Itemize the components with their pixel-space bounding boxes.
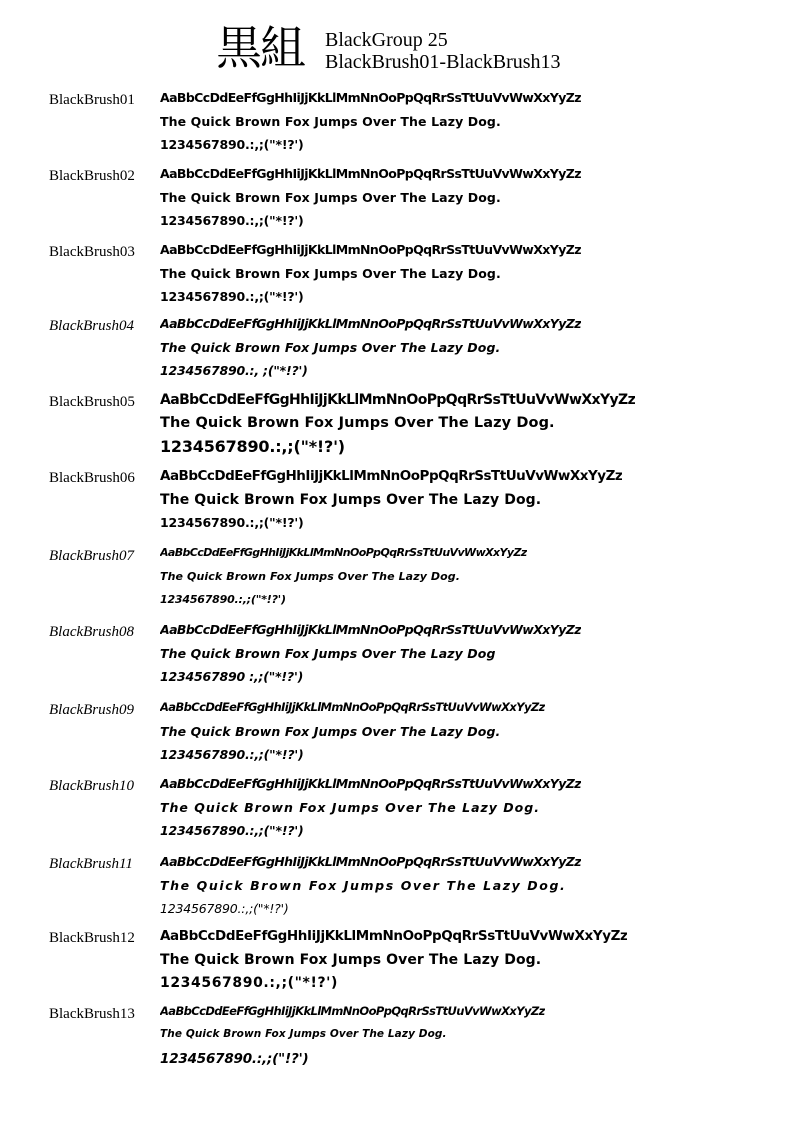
font-name-label: BlackBrush04 [49,318,134,334]
group-kanji-title: 黒組 [216,21,304,75]
font-name-label: BlackBrush05 [49,394,135,410]
pangram-sample: The Quick Brown Fox Jumps Over The Lazy Dog [160,646,496,661]
digits-sample: 1234567890.:,;("*!?') [160,975,339,991]
digits-sample: 1234567890.:,;("*!?') [160,213,304,228]
font-range: BlackBrush01-BlackBrush13 [325,51,561,73]
alphabet-sample: AaBbCcDdEeFfGgHhIiJjKkLlMmNnOoPpQqRrSsTtUuVvWwXxYyZz [160,316,581,331]
font-name-label: BlackBrush07 [49,548,134,564]
alphabet-sample: AaBbCcDdEeFfGgHhIiJjKkLlMmNnOoPpQqRrSsTtUuVvWwXxYyZz [160,622,581,637]
pangram-sample: The Quick Brown Fox Jumps Over The Lazy Dog. [160,492,542,508]
digits-sample: 1234567890.:,;("*!?') [160,901,289,916]
pangram-sample: The Quick Brown Fox Jumps Over The Lazy Dog. [160,570,461,583]
font-specimen-row [0,164,800,240]
font-specimen-row [0,466,800,542]
font-specimen-row [0,774,800,850]
digits-sample: 1234567890.:, ;("*!?') [160,363,308,378]
font-specimen-row [0,1002,800,1078]
group-name: BlackGroup 25 [325,29,448,51]
digits-sample: 1234567890.:,;("*!?') [160,437,345,456]
alphabet-sample: AaBbCcDdEeFfGgHhIiJjKkLlMmNnOoPpQqRrSsTtUuVvWwXxYyZz [160,776,581,791]
digits-sample: 1234567890.:,;("*!?') [160,823,304,838]
font-name-label: BlackBrush09 [49,702,134,718]
font-name-label: BlackBrush03 [49,244,135,260]
pangram-sample: The Quick Brown Fox Jumps Over The Lazy Dog. [160,415,555,431]
font-name-label: BlackBrush13 [49,1006,135,1022]
alphabet-sample: AaBbCcDdEeFfGgHhIiJjKkLlMmNnOoPpQqRrSsTtUuVvWwXxYyZz [160,546,527,559]
font-specimen-row [0,390,800,466]
pangram-sample: The Quick Brown Fox Jumps Over The Lazy Dog. [160,800,540,815]
font-specimen-row [0,926,800,1002]
font-specimen-row [0,620,800,696]
alphabet-sample: AaBbCcDdEeFfGgHhIiJjKkLlMmNnOoPpQqRrSsTtUuVvWwXxYyZz [160,854,581,869]
alphabet-sample: AaBbCcDdEeFfGgHhIiJjKkLlMmNnOoPpQqRrSsTtUuVvWwXxYyZz [160,392,636,408]
font-specimen-row [0,88,800,164]
alphabet-sample: AaBbCcDdEeFfGgHhIiJjKkLlMmNnOoPpQqRrSsTtUuVvWwXxYyZz [160,468,623,484]
pangram-sample: The Quick Brown Fox Jumps Over The Lazy Dog. [160,878,567,893]
font-specimen-row [0,314,800,390]
font-name-label: BlackBrush02 [49,168,135,184]
digits-sample: 1234567890.:,;("*!?') [160,289,304,304]
font-name-label: BlackBrush11 [49,856,133,872]
alphabet-sample: AaBbCcDdEeFfGgHhIiJjKkLlMmNnOoPpQqRrSsTtUuVvWwXxYyZz [160,700,545,714]
pangram-sample: The Quick Brown Fox Jumps Over The Lazy Dog. [160,340,501,355]
alphabet-sample: AaBbCcDdEeFfGgHhIiJjKkLlMmNnOoPpQqRrSsTtUuVvWwXxYyZz [160,242,581,257]
font-name-label: BlackBrush10 [49,778,134,794]
alphabet-sample: AaBbCcDdEeFfGgHhIiJjKkLlMmNnOoPpQqRrSsTtUuVvWwXxYyZz [160,90,581,105]
pangram-sample: The Quick Brown Fox Jumps Over The Lazy Dog. [160,266,501,281]
digits-sample: 1234567890.:,;("*!?') [160,515,304,530]
alphabet-sample: AaBbCcDdEeFfGgHhIiJjKkLlMmNnOoPpQqRrSsTtUuVvWwXxYyZz [160,928,628,944]
pangram-sample: The Quick Brown Fox Jumps Over The Lazy Dog. [160,724,501,739]
alphabet-sample: AaBbCcDdEeFfGgHhIiJjKkLlMmNnOoPpQqRrSsTtUuVvWwXxYyZz [160,166,581,181]
alphabet-sample: AaBbCcDdEeFfGgHhIiJjKkLlMmNnOoPpQqRrSsTtUuVvWwXxYyZz [160,1004,545,1018]
digits-sample: 1234567890.:,;("!?') [160,1051,309,1067]
font-name-label: BlackBrush06 [49,470,135,486]
font-name-label: BlackBrush08 [49,624,134,640]
page-header [0,0,800,80]
pangram-sample: The Quick Brown Fox Jumps Over The Lazy Dog. [160,1028,447,1040]
font-name-label: BlackBrush01 [49,92,135,108]
digits-sample: 1234567890 :,;("*!?') [160,669,304,684]
digits-sample: 1234567890.:,;("*!?') [160,747,304,762]
font-name-label: BlackBrush12 [49,930,135,946]
pangram-sample: The Quick Brown Fox Jumps Over The Lazy Dog. [160,952,542,968]
font-specimen-row [0,852,800,928]
pangram-sample: The Quick Brown Fox Jumps Over The Lazy Dog. [160,190,501,205]
digits-sample: 1234567890.:,;("*!?') [160,137,304,152]
font-specimen-row [0,240,800,316]
digits-sample: 1234567890.:,;("*!?') [160,593,286,606]
pangram-sample: The Quick Brown Fox Jumps Over The Lazy Dog. [160,114,501,129]
font-specimen-row [0,698,800,774]
font-specimen-row [0,544,800,620]
